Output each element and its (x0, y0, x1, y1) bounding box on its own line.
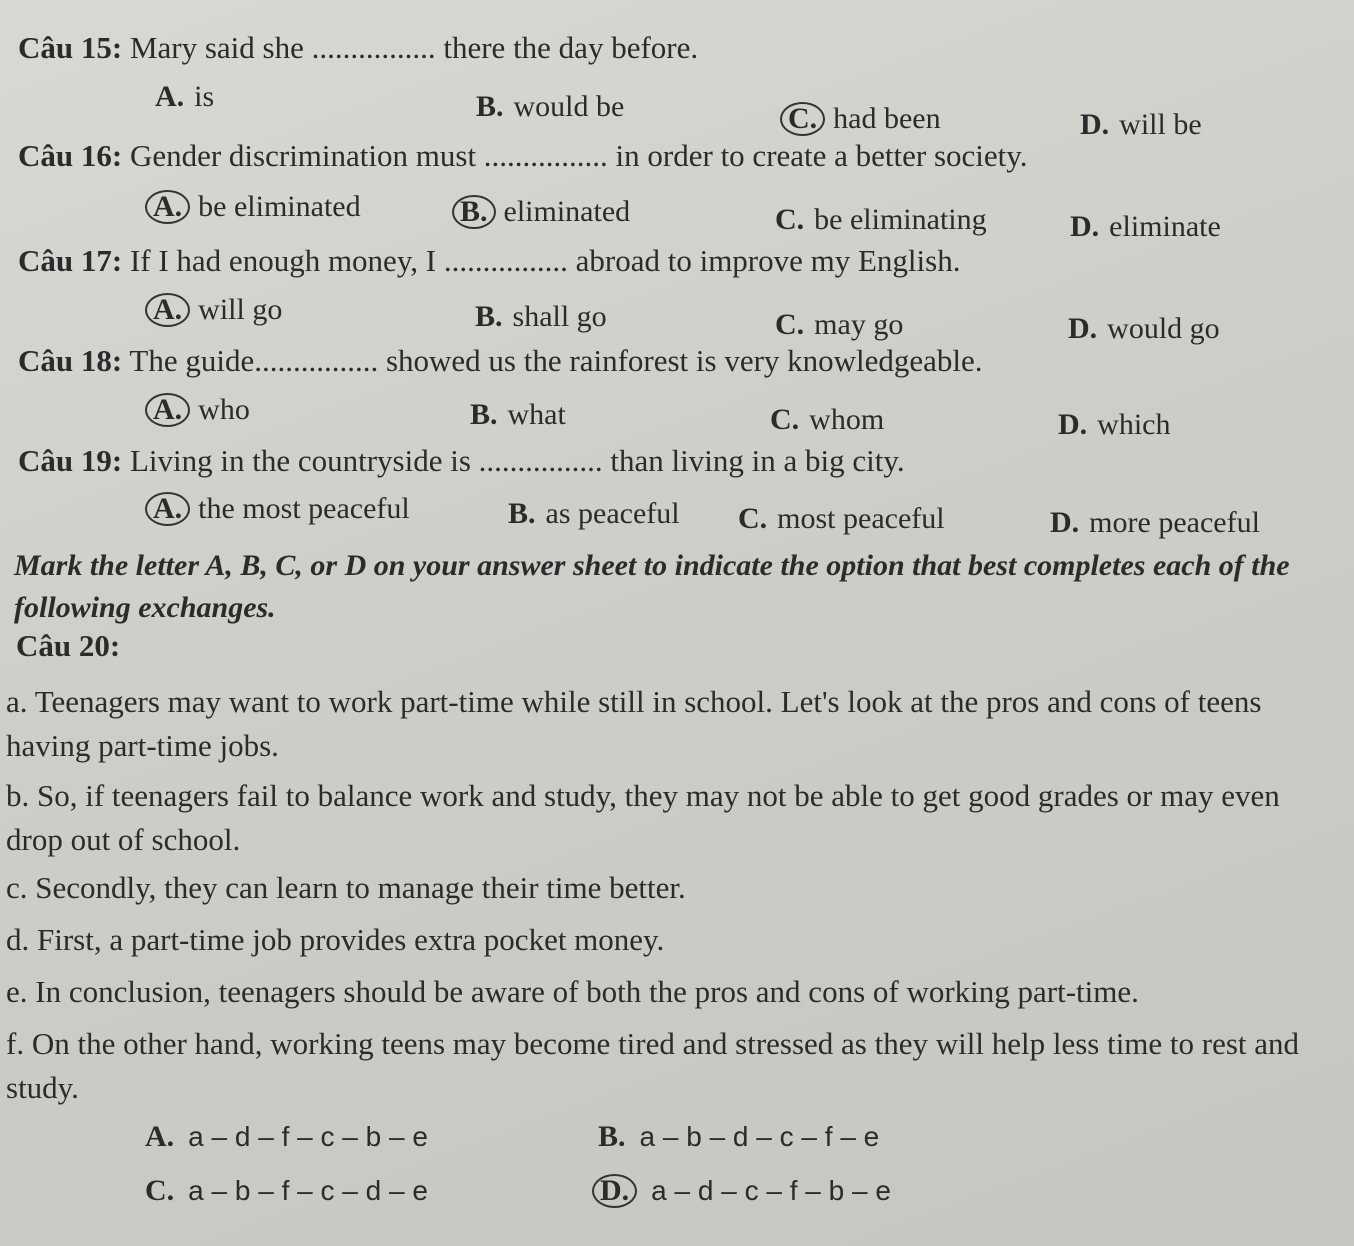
question-19 (18, 443, 905, 479)
q18-option-b[interactable]: B. what (470, 398, 566, 431)
q16-option-c[interactable]: C. be eliminating (775, 203, 987, 236)
question-18 (18, 343, 983, 379)
question-16 (18, 138, 1028, 174)
paragraph-a: a. Teenagers may want to work part-time while still in school. Let's look at the pros and cons of teens having part-time jobs. (6, 684, 1262, 763)
question-17 (18, 243, 960, 279)
paragraph-c: c. Secondly, they can learn to manage their time better. (6, 870, 686, 905)
q20-option-c[interactable]: C. a – b – f – c – d – e (145, 1174, 428, 1207)
question-text: Gender discrimination must ................ in order to create a better society. (129, 138, 1028, 173)
question-label: Câu 18: (18, 343, 123, 378)
q20-option-b[interactable]: B. a – b – d – c – f – e (598, 1120, 880, 1153)
question-label: Câu 19: (18, 443, 123, 478)
question-label: Câu 20: (16, 628, 121, 663)
q18-option-d[interactable]: D. which (1058, 408, 1171, 441)
paragraph-b: b. So, if teenagers fail to balance work and study, they may not be able to get good grades or may even drop out of school. (6, 778, 1280, 857)
q15-option-c[interactable]: C. had been (780, 102, 941, 136)
q18-option-a[interactable]: A. who (145, 393, 250, 427)
paragraph-e: e. In conclusion, teenagers should be aware of both the pros and cons of working part-time. (6, 974, 1139, 1009)
q19-option-b[interactable]: B. as peaceful (508, 497, 680, 530)
question-text: Mary said she ................ there the day before. (129, 30, 699, 65)
question-text: Living in the countryside is ................ than living in a big city. (129, 443, 905, 478)
q15-option-b[interactable]: B. would be (476, 90, 625, 123)
question-label: Câu 15: (18, 30, 123, 65)
q16-option-b[interactable]: B. eliminated (452, 195, 630, 229)
paragraph-f: f. On the other hand, working teens may become tired and stressed as they will help less time to rest and study. (6, 1026, 1300, 1105)
q20-option-d[interactable]: D. a – d – c – f – b – e (592, 1174, 891, 1208)
question-20 (16, 628, 120, 664)
q16-option-d[interactable]: D. eliminate (1070, 210, 1221, 243)
circle-mark-icon: A. (145, 393, 190, 427)
question-label: Câu 16: (18, 138, 123, 173)
q17-option-b[interactable]: B. shall go (475, 300, 607, 333)
q18-option-c[interactable]: C. whom (770, 403, 885, 436)
q17-option-a[interactable]: A. will go (145, 293, 282, 327)
q19-option-c[interactable]: C. most peaceful (738, 502, 945, 535)
circle-mark-icon: A. (145, 190, 190, 224)
paragraph-d: d. First, a part-time job provides extra pocket money. (6, 922, 665, 957)
circle-mark-icon: A. (145, 492, 190, 526)
question-label: Câu 17: (18, 243, 123, 278)
q20-option-a[interactable]: A. a – d – f – c – b – e (145, 1120, 428, 1153)
q16-option-a[interactable]: A. be eliminated (145, 190, 361, 224)
q19-option-a[interactable]: A. the most peaceful (145, 492, 410, 526)
circle-mark-icon: B. (452, 195, 496, 229)
q15-option-a[interactable]: A. is (155, 80, 215, 113)
question-text: The guide................ showed us the rainforest is very knowledgeable. (129, 343, 983, 378)
q17-option-c[interactable]: C. may go (775, 308, 904, 341)
section-instruction: Mark the letter A, B, C, or D on your answer sheet to indicate the option that best completes each of the following exchanges. (14, 549, 1290, 624)
q15-option-d[interactable]: D. will be (1080, 108, 1202, 141)
circle-mark-icon: A. (145, 293, 190, 327)
q17-option-d[interactable]: D. would go (1068, 312, 1220, 345)
question-text: If I had enough money, I ................ abroad to improve my English. (129, 243, 961, 278)
question-15 (18, 30, 698, 66)
circle-mark-icon: C. (780, 102, 825, 136)
q19-option-d[interactable]: D. more peaceful (1050, 506, 1260, 539)
circle-mark-icon: D. (592, 1174, 637, 1208)
